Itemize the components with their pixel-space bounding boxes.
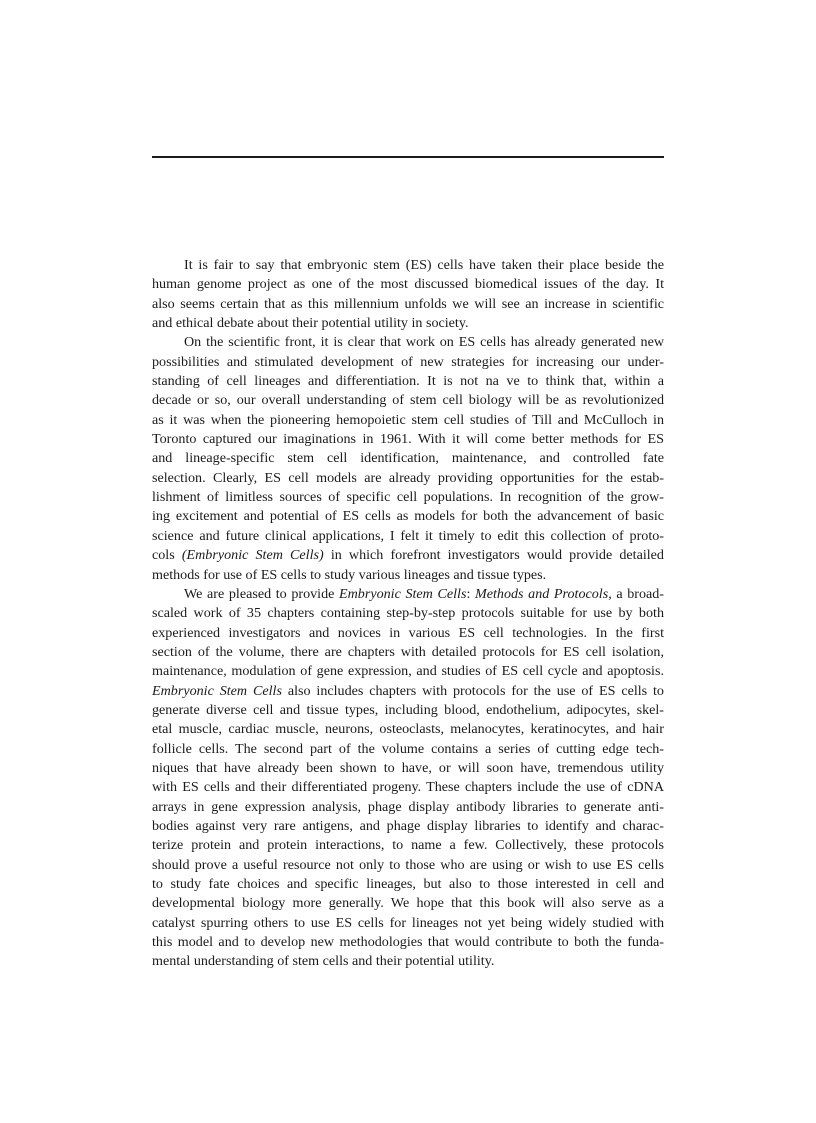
- text-line: [152, 546, 664, 565]
- text-line: On the scientific front, it is clear that work on ES cells has already generated new: [184, 334, 664, 351]
- text-line: lishment of limitless sources of specific cell populations. In recognition of the grow-: [152, 489, 664, 506]
- text-line: as it was when the pioneering hemopoietic stem cell studies of Till and McCulloch in: [152, 411, 664, 428]
- text-line: possibilities and stimulated development of new strategies for increasing our under-: [152, 353, 664, 370]
- text-fragment: in which forefront investigators would provide detailed: [330, 547, 664, 564]
- text-line: science and future clinical applications, I felt it timely to edit this collection of proto-: [152, 527, 664, 544]
- text-fragment: We are pleased to provide: [184, 585, 339, 602]
- text-line: experienced investigators and novices in various ES cell technologies. In the first: [152, 624, 664, 641]
- text-line: ing excitement and potential of ES cells as models for both the advancement of basic: [152, 508, 664, 525]
- text-line: developmental biology more generally. We hope that this book will also serve as a: [152, 895, 664, 912]
- text-line: this model and to develop new methodologies that would contribute to both the funda-: [152, 934, 664, 951]
- text-line: and ethical debate about their potential utility in society.: [152, 315, 469, 332]
- text-line: to study fate choices and specific lineages, but also to those interested in cell and: [152, 876, 664, 892]
- text-line: decade or so, our overall understanding of stem cell biology will be as revolutionized: [152, 392, 664, 409]
- text-line: human genome project as one of the most discussed biomedical issues of the day. It: [152, 276, 664, 293]
- header-rule: [152, 156, 664, 158]
- text-line: scaled work of 35 chapters containing step-by-step protocols suitable for use by both: [152, 605, 664, 622]
- text-line: follicle cells. The second part of the volume contains a series of cutting edge tech-: [152, 740, 664, 757]
- text-fragment: a broad-: [611, 585, 664, 602]
- book-title-italic: Embryonic Stem Cells: [152, 682, 282, 699]
- text-fragment: :: [466, 585, 475, 602]
- paragraph-1: [152, 256, 664, 333]
- paragraph-3: [152, 585, 664, 972]
- text-line: generate diverse cell and tissue types, including blood, endothelium, adipocytes, skel-: [152, 701, 664, 718]
- text-line: [152, 682, 664, 701]
- text-line: with ES cells and their differentiated progeny. These chapters include the use of cDNA: [152, 779, 664, 796]
- text-line: section of the volume, there are chapters with detailed protocols for ES cell isolation,: [152, 643, 664, 660]
- text-line: mental understanding of stem cells and their potential utility.: [152, 953, 495, 970]
- text-line: arrays in gene expression analysis, phage display antibody libraries to generate anti-: [152, 798, 664, 815]
- book-title-italic: (Embryonic Stem Cells): [181, 547, 324, 564]
- text-line: Toronto captured our imaginations in 1961. With it will come better methods for ES: [152, 431, 664, 448]
- book-title-italic: Embryonic Stem Cells: [339, 585, 467, 602]
- text-line: It is fair to say that embryonic stem (ES) cells have taken their place beside the: [184, 257, 664, 273]
- book-subtitle-italic: Methods and Protocols,: [475, 585, 612, 602]
- text-fragment: also includes chapters with protocols for the use of ES cells to: [281, 682, 664, 699]
- text-line: and lineage-specific stem cell identification, maintenance, and controlled fate: [152, 450, 664, 467]
- text-line: bodies against very rare antigens, and phage display libraries to identify and charac-: [152, 817, 664, 834]
- text-line: standing of cell lineages and differentiation. It is not na ve to think that, within a: [152, 373, 664, 390]
- text-line: etal muscle, cardiac muscle, neurons, osteoclasts, melanocytes, keratinocytes, and hair: [152, 721, 664, 738]
- text-line: [152, 585, 664, 604]
- text-line: terize protein and protein interactions, to name a few. Collectively, these protocols: [152, 837, 664, 854]
- text-line: methods for use of ES cells to study various lineages and tissue types.: [152, 566, 547, 583]
- text-line: niques that have already been shown to have, or will soon have, tremendous utility: [152, 759, 664, 776]
- text-line: also seems certain that as this millennium unfolds we will see an increase in scientific: [152, 295, 664, 312]
- text-fragment: cols: [152, 547, 182, 564]
- text-line: should prove a useful resource not only to those who are using or wish to use ES cells: [152, 856, 664, 873]
- paragraph-2: [152, 333, 664, 584]
- text-line: catalyst spurring others to use ES cells for lineages not yet being widely studied with: [152, 914, 664, 931]
- preface-body: [152, 256, 664, 972]
- text-line: maintenance, modulation of gene expression, and studies of ES cell cycle and apoptosis.: [152, 663, 664, 680]
- text-line: selection. Clearly, ES cell models are already providing opportunities for the estab-: [152, 469, 664, 486]
